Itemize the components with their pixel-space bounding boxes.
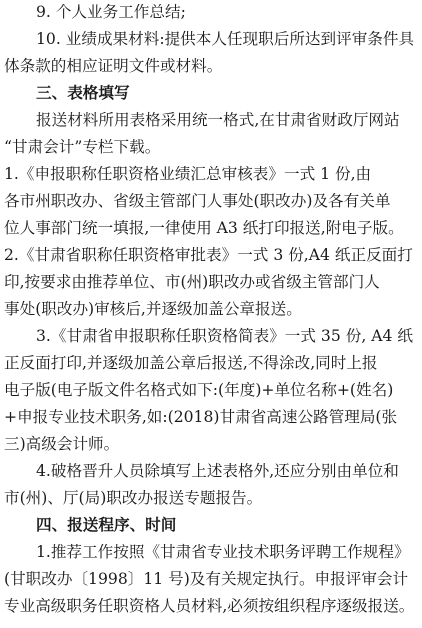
paragraph-1-line-1: 1.《申报职称任职资格业绩汇总审核表》一式 1 份,由 xyxy=(4,165,372,183)
paragraph-3-line-5: 三)高级会计师。 xyxy=(4,435,120,453)
section-3-heading: 三、表格填写 xyxy=(36,84,130,102)
paragraph-3-line-3: 电子版(电子版文件名格式如下:(年度)+单位名称+(姓名) xyxy=(4,381,394,399)
paragraph-1-line-3: 位人事部门统一填报,一律使用 A3 纸打印报送,附电子版。 xyxy=(4,219,404,237)
item-10-line-2: 体条款的相应证明文件或材料。 xyxy=(4,57,223,75)
paragraph-4-line-2: 市(州)、厅(局)职改办报送专题报告。 xyxy=(4,489,263,507)
section-3-intro-line-1: 报送材料所用表格采用统一格式,在甘肃省财政厅网站 xyxy=(36,111,400,129)
paragraph-3-line-2: 正反面打印,并逐级加盖公章后报送,不得涂改,同时上报 xyxy=(4,354,378,372)
section-4-paragraph-1-line-2: (甘职改办〔1998〕11 号)及有关规定执行。申报评审会计 xyxy=(4,570,409,588)
item-10-line-1: 10. 业绩成果材料:提供本人任现职后所达到评审条件具 xyxy=(36,30,415,48)
paragraph-3-line-1: 3.《甘肃省申报职称任职资格简表》一式 35 份, A4 纸 xyxy=(36,327,413,345)
section-3-intro-line-2: “甘肃会计”专栏下载。 xyxy=(4,138,161,156)
section-4-heading: 四、报送程序、时间 xyxy=(36,516,177,534)
section-4-paragraph-1-line-3: 专业高级职务任职资格人员材料,必须按组织程序逐级报送。 xyxy=(4,597,415,615)
paragraph-2-line-3: 事处(职改办)审核后,并逐级加盖公章报送。 xyxy=(4,300,302,318)
paragraph-2-line-1: 2.《甘肃省职称任职资格审批表》一式 3 份,A4 纸正反面打 xyxy=(4,246,413,264)
paragraph-4-line-1: 4.破格晋升人员除填写上述表格外,还应分别由单位和 xyxy=(36,462,399,480)
paragraph-2-line-2: 印,按要求由推荐单位、市(州)职改办或省级主管部门人 xyxy=(4,273,380,291)
paragraph-3-line-4: +申报专业技术职务,如:(2018)甘肃省高速公路管理局(张 xyxy=(4,408,398,426)
section-4-paragraph-1-line-1: 1.推荐工作按照《甘肃省专业技术职务评聘工作规程》 xyxy=(36,543,410,561)
item-9-text: 9. 个人业务工作总结; xyxy=(36,3,186,21)
paragraph-1-line-2: 各市州职改办、省级主管部门人事处(职改办)及各有关单 xyxy=(4,192,391,210)
